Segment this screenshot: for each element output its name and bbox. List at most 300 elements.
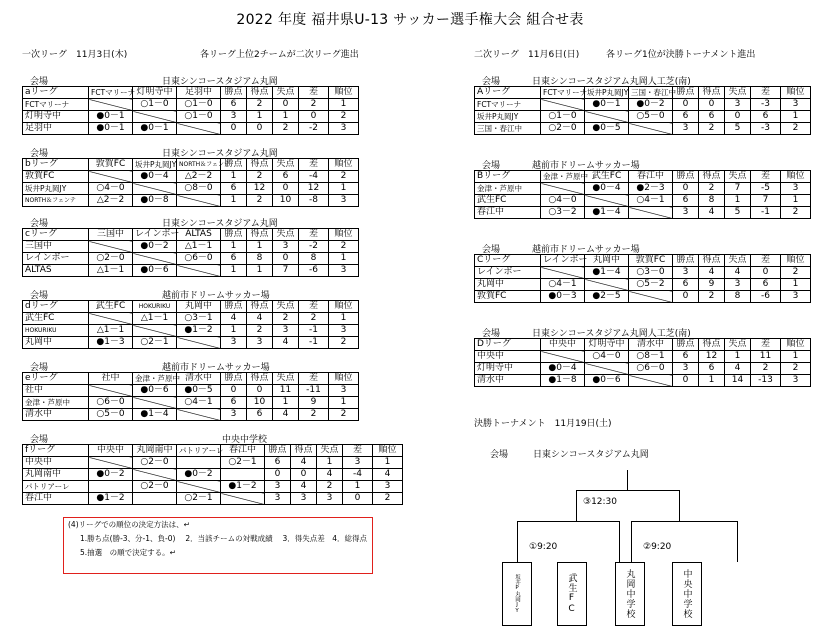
stat-value: 3 bbox=[781, 183, 811, 195]
stat-column-header: 順位 bbox=[781, 87, 811, 99]
stat-value: 1 bbox=[781, 195, 811, 207]
match-result: ●1－4 bbox=[585, 267, 629, 279]
stat-value: 3 bbox=[673, 123, 699, 135]
semi2-time: ②9:20 bbox=[643, 542, 672, 552]
stat-column-header: 得点 bbox=[699, 339, 725, 351]
team-column-header: 中央中 bbox=[541, 339, 585, 351]
league-table bbox=[474, 254, 811, 303]
team-row bbox=[23, 183, 359, 195]
final-venue-label: 会場 bbox=[490, 450, 509, 460]
stat-value: -3 bbox=[751, 99, 781, 111]
stat-column-header: 勝点 bbox=[673, 255, 699, 267]
stat-value: 3 bbox=[329, 265, 359, 277]
team-column-header: 坂井P丸岡JY bbox=[133, 159, 177, 171]
stat-value: 3 bbox=[317, 493, 343, 505]
match-result: ○4－0 bbox=[89, 183, 133, 195]
match-result bbox=[177, 457, 221, 469]
match-result: ○8－0 bbox=[177, 183, 221, 195]
stat-value: 1 bbox=[221, 241, 247, 253]
stat-value: 1 bbox=[247, 241, 273, 253]
stat-value: 1 bbox=[781, 351, 811, 363]
team-name: 春江中 bbox=[23, 493, 89, 505]
stat-value: 3 bbox=[781, 375, 811, 387]
team-column-header: 灯明寺中 bbox=[585, 339, 629, 351]
team-row bbox=[475, 279, 811, 291]
team-column-header: 中央中 bbox=[89, 445, 133, 457]
team-column-header: 丸岡中 bbox=[177, 301, 221, 313]
stat-value: 0 bbox=[247, 385, 273, 397]
league-name: dリーグ bbox=[23, 301, 89, 313]
stat-value: 3 bbox=[673, 363, 699, 375]
rules-line-1: 1.勝ち点(勝-3、分-1、負-0) 2．当該チームの対戦成績 3．得失点差 4．総得点 bbox=[80, 534, 368, 543]
match-result: ○4－1 bbox=[629, 195, 673, 207]
stat-value: -5 bbox=[751, 183, 781, 195]
match-result: ○6－0 bbox=[89, 397, 133, 409]
rules-line-2: 5.抽選 の順で決定する。↵ bbox=[80, 548, 176, 557]
final-team-1: 坂井P丸岡JY bbox=[502, 562, 532, 626]
final-venue: 日東シンコースタジアム丸岡 bbox=[533, 450, 649, 460]
league-table bbox=[22, 158, 359, 207]
stat-value: 11 bbox=[751, 351, 781, 363]
team-row bbox=[23, 253, 359, 265]
stat-value: 0 bbox=[273, 253, 299, 265]
stat-column-header: 勝点 bbox=[221, 159, 247, 171]
stat-column-header: 差 bbox=[343, 445, 373, 457]
first-round-note: 各リーグ上位2チームが二次リーグ進出 bbox=[200, 50, 359, 60]
stat-value: 4 bbox=[291, 481, 317, 493]
league-table bbox=[22, 300, 359, 349]
stat-value: 7 bbox=[725, 183, 751, 195]
stat-value: 3 bbox=[329, 385, 359, 397]
match-result: ○1－0 bbox=[133, 99, 177, 111]
self-match-cell bbox=[585, 195, 629, 207]
stat-value: -3 bbox=[751, 123, 781, 135]
match-result: ●1－3 bbox=[89, 337, 133, 349]
stat-column-header: 勝点 bbox=[221, 229, 247, 241]
stat-value: 10 bbox=[247, 397, 273, 409]
match-result: ○5－0 bbox=[89, 409, 133, 421]
venue-name: 日東シンコースタジアム丸岡人工芝(南) bbox=[532, 77, 691, 87]
match-result: ○4－1 bbox=[177, 397, 221, 409]
team-column-header: FCTマリーナ bbox=[89, 87, 133, 99]
league-table bbox=[22, 372, 359, 421]
stat-column-header: 失点 bbox=[273, 229, 299, 241]
match-result: ○1－0 bbox=[177, 111, 221, 123]
self-match-cell bbox=[541, 183, 585, 195]
team-row bbox=[23, 99, 359, 111]
stat-value: 6 bbox=[673, 111, 699, 123]
league-name: Aリーグ bbox=[475, 87, 541, 99]
final-match-time: ③12:30 bbox=[583, 497, 618, 507]
rules-title: (4)リーグでの順位の決定方法は、↵ bbox=[68, 520, 190, 529]
team-row bbox=[475, 183, 811, 195]
self-match-cell bbox=[177, 337, 221, 349]
match-result: ○2－1 bbox=[133, 337, 177, 349]
stat-value: -11 bbox=[299, 385, 329, 397]
stat-column-header: 失点 bbox=[273, 301, 299, 313]
match-result: ○5－2 bbox=[629, 279, 673, 291]
team-name: レインボー bbox=[23, 253, 89, 265]
stat-value: 2 bbox=[329, 241, 359, 253]
stat-column-header: 差 bbox=[299, 373, 329, 385]
match-result: △1－1 bbox=[133, 313, 177, 325]
team-row bbox=[23, 171, 359, 183]
match-result: △1－1 bbox=[89, 325, 133, 337]
match-result: ○3－2 bbox=[541, 207, 585, 219]
stat-value: 1 bbox=[247, 111, 273, 123]
team-name: 春江中 bbox=[475, 207, 541, 219]
venue-name: 越前市ドリームサッカー場 bbox=[162, 363, 270, 373]
stat-column-header: 勝点 bbox=[673, 171, 699, 183]
match-result: ●0－6 bbox=[133, 265, 177, 277]
match-result: ○2－1 bbox=[177, 493, 221, 505]
team-row bbox=[23, 325, 359, 337]
stat-value: 6 bbox=[673, 195, 699, 207]
league-name: fリーグ bbox=[23, 445, 89, 457]
stat-value: 3 bbox=[265, 481, 291, 493]
stat-value: 2 bbox=[317, 481, 343, 493]
stat-value: 4 bbox=[317, 469, 343, 481]
stat-column-header: 勝点 bbox=[221, 301, 247, 313]
team-name: FCTマリーナ bbox=[23, 99, 89, 111]
stat-value: 4 bbox=[725, 267, 751, 279]
stat-value: 1 bbox=[221, 265, 247, 277]
stat-column-header: 失点 bbox=[725, 87, 751, 99]
stat-value: 0 bbox=[273, 99, 299, 111]
stat-value: -4 bbox=[343, 469, 373, 481]
stat-column-header: 得点 bbox=[247, 373, 273, 385]
stat-column-header: 順位 bbox=[329, 159, 359, 171]
team-name: 敦賀FC bbox=[475, 291, 541, 303]
stat-value: 3 bbox=[673, 207, 699, 219]
team-name: 丸岡南中 bbox=[23, 469, 89, 481]
team-row bbox=[23, 195, 359, 207]
stat-value: 3 bbox=[725, 99, 751, 111]
match-result: ●0－2 bbox=[177, 469, 221, 481]
final-team-4: 中央中学校 bbox=[672, 562, 702, 626]
match-result: ○1－0 bbox=[541, 111, 585, 123]
league-table bbox=[22, 228, 359, 277]
stat-value: 0 bbox=[673, 291, 699, 303]
stat-value: 12 bbox=[299, 183, 329, 195]
stat-value: 0 bbox=[343, 493, 373, 505]
self-match-cell bbox=[629, 207, 673, 219]
team-name: 足羽中 bbox=[23, 123, 89, 135]
stat-value: 2 bbox=[247, 195, 273, 207]
self-match-cell bbox=[133, 469, 177, 481]
stat-value: -6 bbox=[751, 291, 781, 303]
self-match-cell bbox=[629, 291, 673, 303]
stat-value: 6 bbox=[247, 409, 273, 421]
stat-value: -1 bbox=[299, 337, 329, 349]
venue-label: 会場 bbox=[30, 149, 49, 159]
stat-value: 1 bbox=[781, 279, 811, 291]
team-row bbox=[475, 363, 811, 375]
stat-value: 4 bbox=[291, 457, 317, 469]
team-row bbox=[475, 351, 811, 363]
match-result: ●0－5 bbox=[177, 385, 221, 397]
league-name: Bリーグ bbox=[475, 171, 541, 183]
stat-value: 2 bbox=[329, 337, 359, 349]
venue-label: 会場 bbox=[482, 329, 501, 339]
team-name: FCTマリーナ bbox=[475, 99, 541, 111]
team-column-header: 金津・芦原中 bbox=[541, 171, 585, 183]
match-result: ●1－4 bbox=[133, 409, 177, 421]
stat-value: 1 bbox=[221, 195, 247, 207]
match-result: ○1－0 bbox=[177, 99, 221, 111]
self-match-cell bbox=[177, 195, 221, 207]
stat-value: 3 bbox=[781, 99, 811, 111]
stat-value: 1 bbox=[273, 111, 299, 123]
team-row bbox=[23, 481, 403, 493]
team-column-header: 清水中 bbox=[177, 373, 221, 385]
stat-column-header: 順位 bbox=[329, 301, 359, 313]
stat-column-header: 失点 bbox=[725, 255, 751, 267]
team-row bbox=[475, 123, 811, 135]
match-result: ○4－1 bbox=[541, 279, 585, 291]
team-name: HOKURIKU bbox=[23, 325, 89, 337]
stat-value: 3 bbox=[329, 325, 359, 337]
self-match-cell bbox=[585, 279, 629, 291]
stat-value: 3 bbox=[373, 481, 403, 493]
stat-value: 3 bbox=[781, 291, 811, 303]
stat-value: 4 bbox=[725, 363, 751, 375]
match-result: △1－1 bbox=[177, 241, 221, 253]
self-match-cell bbox=[133, 183, 177, 195]
stat-value: 14 bbox=[725, 375, 751, 387]
match-result: ●1－8 bbox=[541, 375, 585, 387]
stat-value: 2 bbox=[273, 313, 299, 325]
team-name: 社中 bbox=[23, 385, 89, 397]
self-match-cell bbox=[89, 99, 133, 111]
bracket-line bbox=[737, 521, 738, 562]
stat-value: 1 bbox=[781, 111, 811, 123]
team-row bbox=[23, 337, 359, 349]
league-table bbox=[22, 444, 403, 505]
team-column-header: 敦賀FC bbox=[629, 255, 673, 267]
team-column-header: レインボー bbox=[541, 255, 585, 267]
stat-value: 0 bbox=[725, 111, 751, 123]
league-name: bリーグ bbox=[23, 159, 89, 171]
self-match-cell bbox=[89, 313, 133, 325]
match-result: ○6－0 bbox=[629, 363, 673, 375]
stat-value: 6 bbox=[751, 111, 781, 123]
stat-value: 0 bbox=[221, 123, 247, 135]
match-result: ○4－0 bbox=[541, 195, 585, 207]
stat-value: 6 bbox=[751, 279, 781, 291]
self-match-cell bbox=[89, 241, 133, 253]
team-column-header: 金津・芦原中 bbox=[133, 373, 177, 385]
team-name: ALTAS bbox=[23, 265, 89, 277]
match-result: ●1－2 bbox=[89, 493, 133, 505]
team-column-header: 足羽中 bbox=[177, 87, 221, 99]
self-match-cell bbox=[177, 123, 221, 135]
self-match-cell bbox=[629, 375, 673, 387]
stat-value: 3 bbox=[273, 241, 299, 253]
stat-value: 0 bbox=[247, 123, 273, 135]
stat-value: 9 bbox=[699, 279, 725, 291]
self-match-cell bbox=[541, 99, 585, 111]
stat-value: 6 bbox=[221, 99, 247, 111]
stat-value: 2 bbox=[299, 409, 329, 421]
stat-value: 1 bbox=[329, 313, 359, 325]
stat-column-header: 失点 bbox=[273, 373, 299, 385]
stat-value: 6 bbox=[699, 363, 725, 375]
team-column-header: 三国中 bbox=[89, 229, 133, 241]
stat-column-header: 順位 bbox=[781, 255, 811, 267]
team-row bbox=[23, 397, 359, 409]
stat-value: 3 bbox=[221, 337, 247, 349]
stat-value: 8 bbox=[247, 253, 273, 265]
team-row bbox=[475, 99, 811, 111]
stat-value: 1 bbox=[373, 457, 403, 469]
stat-value: 0 bbox=[265, 469, 291, 481]
team-name: 三国・春江中 bbox=[475, 123, 541, 135]
stat-column-header: 勝点 bbox=[221, 87, 247, 99]
self-match-cell bbox=[133, 111, 177, 123]
team-column-header: パトリアーレ bbox=[177, 445, 221, 457]
venue-label: 会場 bbox=[482, 77, 501, 87]
team-name: パトリアーレ bbox=[23, 481, 89, 493]
stat-value: -1 bbox=[299, 325, 329, 337]
stat-value: 4 bbox=[221, 313, 247, 325]
stat-value: 1 bbox=[221, 325, 247, 337]
team-name: 灯明寺中 bbox=[475, 363, 541, 375]
team-column-header: 春江中 bbox=[221, 445, 265, 457]
league-table bbox=[474, 338, 811, 387]
stat-value: 0 bbox=[751, 267, 781, 279]
match-result: ●0－2 bbox=[89, 469, 133, 481]
team-name: 金津・芦原中 bbox=[23, 397, 89, 409]
stat-value: 1 bbox=[343, 481, 373, 493]
match-result: ●2－5 bbox=[585, 291, 629, 303]
stat-value: 2 bbox=[781, 267, 811, 279]
stat-value: 3 bbox=[673, 267, 699, 279]
stat-column-header: 差 bbox=[751, 339, 781, 351]
team-name: NORTH＆フェンテ bbox=[23, 195, 89, 207]
match-result: ●0－1 bbox=[89, 111, 133, 123]
stat-value: 1 bbox=[221, 171, 247, 183]
stat-value: 2 bbox=[247, 325, 273, 337]
stat-value: 0 bbox=[291, 469, 317, 481]
team-row bbox=[475, 267, 811, 279]
stat-value: 7 bbox=[751, 195, 781, 207]
bracket-line bbox=[679, 490, 680, 521]
self-match-cell bbox=[89, 171, 133, 183]
second-round-note: 各リーグ1位が決勝トーナメント進出 bbox=[606, 50, 756, 60]
stat-value: 8 bbox=[725, 291, 751, 303]
second-round-header: 二次リーグ 11月6日(日) bbox=[474, 50, 580, 60]
stat-value: 2 bbox=[699, 123, 725, 135]
stat-value: 4 bbox=[273, 337, 299, 349]
match-result: ●1－2 bbox=[177, 325, 221, 337]
stat-column-header: 差 bbox=[299, 87, 329, 99]
semi1-time: ①9:20 bbox=[529, 542, 558, 552]
stat-column-header: 失点 bbox=[725, 339, 751, 351]
stat-value: -2 bbox=[299, 123, 329, 135]
match-result: ●1－4 bbox=[585, 207, 629, 219]
team-name: 丸岡中 bbox=[475, 279, 541, 291]
team-column-header: ALTAS bbox=[177, 229, 221, 241]
team-row bbox=[475, 291, 811, 303]
self-match-cell bbox=[89, 457, 133, 469]
team-row bbox=[23, 409, 359, 421]
stat-value: 9 bbox=[299, 397, 329, 409]
stat-value: 2 bbox=[781, 363, 811, 375]
team-name: 中央中 bbox=[23, 457, 89, 469]
venue-label: 会場 bbox=[30, 219, 49, 229]
venue-name: 日東シンコースタジアム丸岡人工芝(南) bbox=[532, 329, 691, 339]
stat-value: 3 bbox=[265, 493, 291, 505]
team-name: 中央中 bbox=[475, 351, 541, 363]
team-row bbox=[475, 375, 811, 387]
team-row bbox=[475, 207, 811, 219]
bracket-line bbox=[619, 521, 620, 562]
team-name: レインボー bbox=[475, 267, 541, 279]
venue-label: 会場 bbox=[482, 245, 501, 255]
self-match-cell bbox=[89, 385, 133, 397]
stat-value: 8 bbox=[699, 195, 725, 207]
stat-value: 2 bbox=[247, 99, 273, 111]
stat-value: 1 bbox=[273, 397, 299, 409]
self-match-cell bbox=[177, 409, 221, 421]
final-team-2: 武生FC bbox=[557, 562, 587, 626]
team-row bbox=[23, 111, 359, 123]
match-result: ●0－5 bbox=[585, 123, 629, 135]
team-name: 丸岡中 bbox=[23, 337, 89, 349]
stat-value: 2 bbox=[273, 123, 299, 135]
match-result: ●0－1 bbox=[585, 99, 629, 111]
match-result: ○2－1 bbox=[221, 457, 265, 469]
self-match-cell bbox=[541, 267, 585, 279]
self-match-cell bbox=[133, 397, 177, 409]
stat-value: 2 bbox=[299, 99, 329, 111]
stat-value: 10 bbox=[273, 195, 299, 207]
stat-value: 2 bbox=[247, 171, 273, 183]
stat-column-header: 順位 bbox=[329, 87, 359, 99]
venue-name: 日東シンコースタジアム丸岡 bbox=[162, 149, 278, 159]
team-column-header: 清水中 bbox=[629, 339, 673, 351]
team-row bbox=[23, 457, 403, 469]
stat-value: 1 bbox=[329, 397, 359, 409]
self-match-cell bbox=[629, 123, 673, 135]
stat-value: 4 bbox=[273, 409, 299, 421]
team-name: 金津・芦原中 bbox=[475, 183, 541, 195]
match-result: ○2－0 bbox=[541, 123, 585, 135]
bracket-line bbox=[517, 521, 620, 522]
stat-value: -6 bbox=[299, 265, 329, 277]
team-name: 敦賀FC bbox=[23, 171, 89, 183]
self-match-cell bbox=[133, 325, 177, 337]
stat-value: 12 bbox=[247, 183, 273, 195]
stat-column-header: 失点 bbox=[725, 171, 751, 183]
stat-value: -2 bbox=[299, 241, 329, 253]
match-result: △2－2 bbox=[177, 171, 221, 183]
stat-value: 2 bbox=[781, 123, 811, 135]
self-match-cell bbox=[585, 111, 629, 123]
stat-column-header: 得点 bbox=[291, 445, 317, 457]
team-name: 灯明寺中 bbox=[23, 111, 89, 123]
match-result: ●0－4 bbox=[585, 183, 629, 195]
league-name: Dリーグ bbox=[475, 339, 541, 351]
ranking-rules-box bbox=[63, 517, 373, 574]
stat-column-header: 得点 bbox=[699, 87, 725, 99]
venue-label: 会場 bbox=[30, 291, 49, 301]
stat-value: -13 bbox=[751, 375, 781, 387]
final-team-3: 丸岡中学校 bbox=[615, 562, 645, 626]
stat-column-header: 差 bbox=[299, 229, 329, 241]
stat-column-header: 失点 bbox=[273, 87, 299, 99]
